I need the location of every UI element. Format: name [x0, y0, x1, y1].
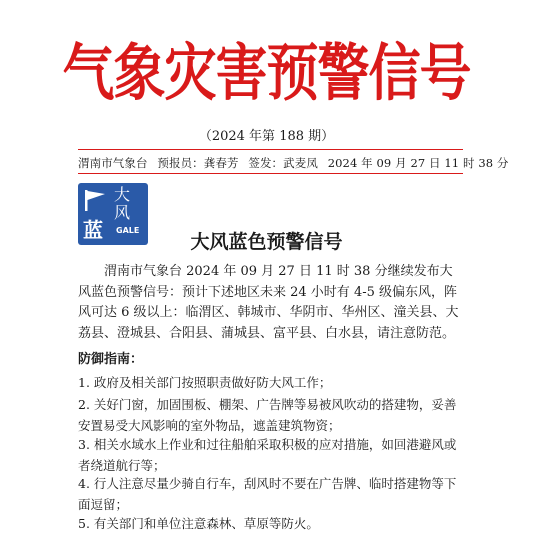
- defense-item-4: 4. 行人注意尽量少骑自行车，刮风时不要在广告牌、临时搭建物等下面逗留；: [78, 476, 457, 512]
- defense-item-3: 3. 相关水域水上作业和过往船舶采取积极的应对措施，如回港避风或者绕道航行等；: [78, 437, 457, 473]
- defense-title: 防御指南：: [78, 352, 144, 367]
- meta-line: [78, 155, 509, 171]
- icon-color-word: 蓝: [83, 218, 103, 242]
- banner-title: 气象灾害预警信号: [62, 37, 471, 110]
- icon-char-da: 大: [114, 185, 131, 204]
- warning-heading: 大风蓝色预警信号: [190, 231, 343, 253]
- forecaster: 预报员：龚春芳: [157, 156, 239, 170]
- icon-english-label: GALE: [116, 226, 140, 235]
- issue-datetime: 2024 年 09 月 27 日 11 时 38 分: [327, 156, 509, 170]
- approver: 签发：武麦凤: [248, 156, 318, 170]
- issue-number: （2024 年第 188 期）: [198, 129, 335, 144]
- icon-char-feng: 风: [114, 203, 131, 222]
- warning-paragraph: 渭南市气象台 2024 年 09 月 27 日 11 时 38 分继续发布大风蓝色预警信号：预计下述地区未来 24 小时有 4-5 级偏东风，阵风可达 6 级以上：临渭区、韩城市、华阴市、华州区、潼关县、大荔县、澄城县、合阳县、蒲城县、富平县、白水县，请注意防范。: [78, 264, 459, 341]
- divider-bottom: [78, 173, 463, 174]
- defense-item-1: 1. 政府及相关部门按照职责做好防大风工作；: [78, 375, 332, 390]
- divider-top: [78, 149, 463, 150]
- defense-item-2: 2. 关好门窗，加固围板、棚架、广告牌等易被风吹动的搭建物，妥善安置易受大风影响的室外物品，遮盖建筑物资；: [78, 397, 457, 433]
- issuer: 渭南市气象台: [78, 156, 148, 170]
- wind-flag-icon: [83, 188, 109, 212]
- defense-item-5: 5. 有关部门和单位注意森林、草原等防火。: [78, 516, 319, 531]
